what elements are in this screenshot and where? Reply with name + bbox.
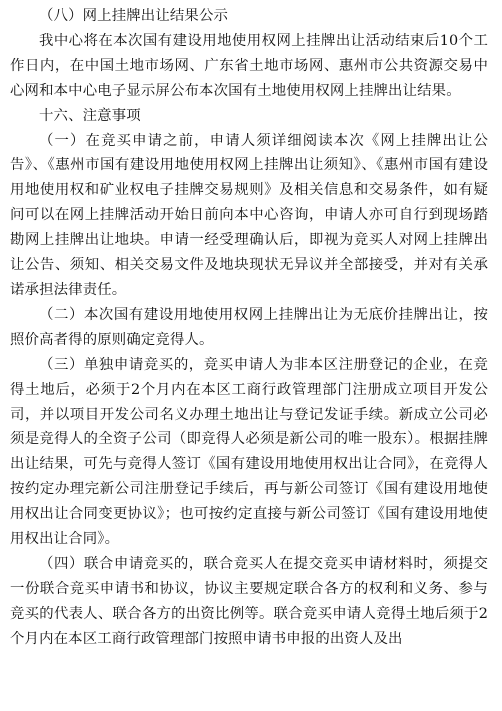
section-heading-result-publicity: （八）网上挂牌出让结果公示 — [39, 8, 229, 24]
result-publicity-paragraph: 我中心将在本次国有建设用地使用权网上挂牌出让活动结束后10个工作日内，在中国土地市场网、广东省土地市场网、惠州市公共资源交易中心网和本中心电子显示屏公布本次国有土地使用权网上挂牌出让结果。 — [10, 32, 488, 99]
notes-item-4: （四）联合申请竞买的，联合竞买人在提交竞买申请材料时，须提交一份联合竞买申请书和协议，协议主要规定联合各方的权利和义务、参与竞买的代表人、联合各方的出资比例等。联合竞买申请人竞得土地后须于2个月内在本区工商行政管理部门按照申请书申报的出资人及出 — [10, 555, 488, 647]
notes-item-2: （二）本次国有建设用地使用权网上挂牌出让为无底价挂牌出让，按照价高者得的原则确定竞得人。 — [10, 306, 488, 348]
notes-item-1: （一）在竞买申请之前，申请人须详细阅读本次《网上挂牌出让公告》、《惠州市国有建设用地使用权网上挂牌出让须知》、《惠州市国有建设用地使用权和矿业权电子挂牌交易规则》及相关信息和交易条件，如有疑问可以在网上挂牌活动开始日前向本中心咨询，申请人亦可自行到现场踏勘网上挂牌出让地块。申请一经受理确认后，即视为竞买人对网上挂牌出让公告、须知、相关交易文件及地块现状无异议并全部接受，并对有关承诺承担法律责任。 — [10, 132, 488, 298]
notes-item-3: （三）单独申请竞买的，竞买申请人为非本区注册登记的企业，在竞得土地后，必须于2个月内在本区工商行政管理部门注册成立项目开发公司，并以项目开发公司名义办理土地出让与登记发证手续。新成立公司必须是竞得人的全资子公司（即竞得人必须是新公司的唯一股东）。根据挂牌出让结果，可先与竞得人签订《国有建设用地使用权出让合同》，在竞得人按约定办理完新公司注册登记手续后，再与新公司签订《国有建设用地使用权出让合同变更协议》；也可按约定直接与新公司签订《国有建设用地使用权出让合同》。 — [10, 356, 488, 548]
section-heading-notes: 十六、注意事项 — [39, 107, 141, 124]
